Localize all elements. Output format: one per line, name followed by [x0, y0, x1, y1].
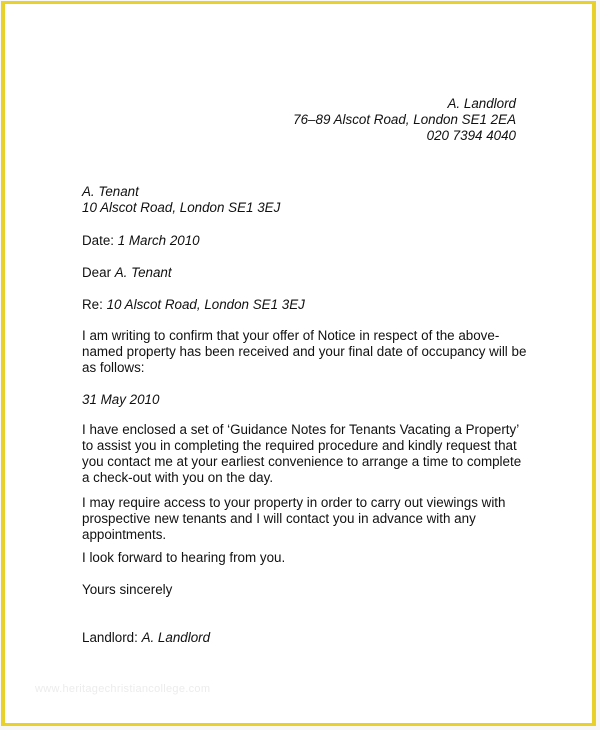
sender-address: 76–89 Alscot Road, London SE1 2EA: [293, 112, 516, 127]
salutation-label: Dear: [82, 265, 115, 280]
date-line: [82, 233, 200, 249]
paragraph-guidance-notes: I have enclosed a set of ‘Guidance Notes for Tenants Vacating a Property’ to assist you in completing the required procedure and kindly request that you contact me at your earliest convenience to arrange a time to complete a check-out with you on the day.: [82, 422, 522, 485]
final-occupancy-date: 31 May 2010: [82, 392, 160, 407]
paragraph-viewings: I may require access to your property in order to carry out viewings with prospective new tenants and I will contact you in advance with any appointments.: [82, 495, 506, 542]
closing-phrase: Yours sincerely: [82, 582, 173, 597]
date-label: Date:: [82, 233, 118, 248]
salutation-name: A. Tenant: [114, 265, 172, 280]
sender-block: [293, 96, 516, 144]
signature-line: [82, 630, 210, 646]
date-value: 1 March 2010: [117, 233, 200, 248]
watermark: www.heritagechristiancollege.com: [35, 683, 211, 695]
paragraph-closing-remark: I look forward to hearing from you.: [82, 550, 286, 565]
recipient-block: [82, 184, 280, 216]
letter-body: [5, 4, 592, 723]
signature-label: Landlord:: [82, 630, 142, 645]
reference-line: [82, 297, 305, 313]
letter-page: [1, 1, 596, 726]
recipient-name: A. Tenant: [82, 184, 139, 199]
reference-value: 10 Alscot Road, London SE1 3EJ: [106, 297, 305, 312]
reference-label: Re:: [82, 297, 107, 312]
sender-phone: 020 7394 4040: [426, 128, 516, 143]
recipient-address: 10 Alscot Road, London SE1 3EJ: [82, 200, 281, 215]
paragraph-confirmation: I am writing to confirm that your offer of Notice in respect of the above-named property has been received and your final date of occupancy will be as follows:: [82, 328, 527, 375]
sender-name: A. Landlord: [447, 96, 516, 111]
signature-name: A. Landlord: [141, 630, 211, 645]
salutation: [82, 265, 172, 281]
